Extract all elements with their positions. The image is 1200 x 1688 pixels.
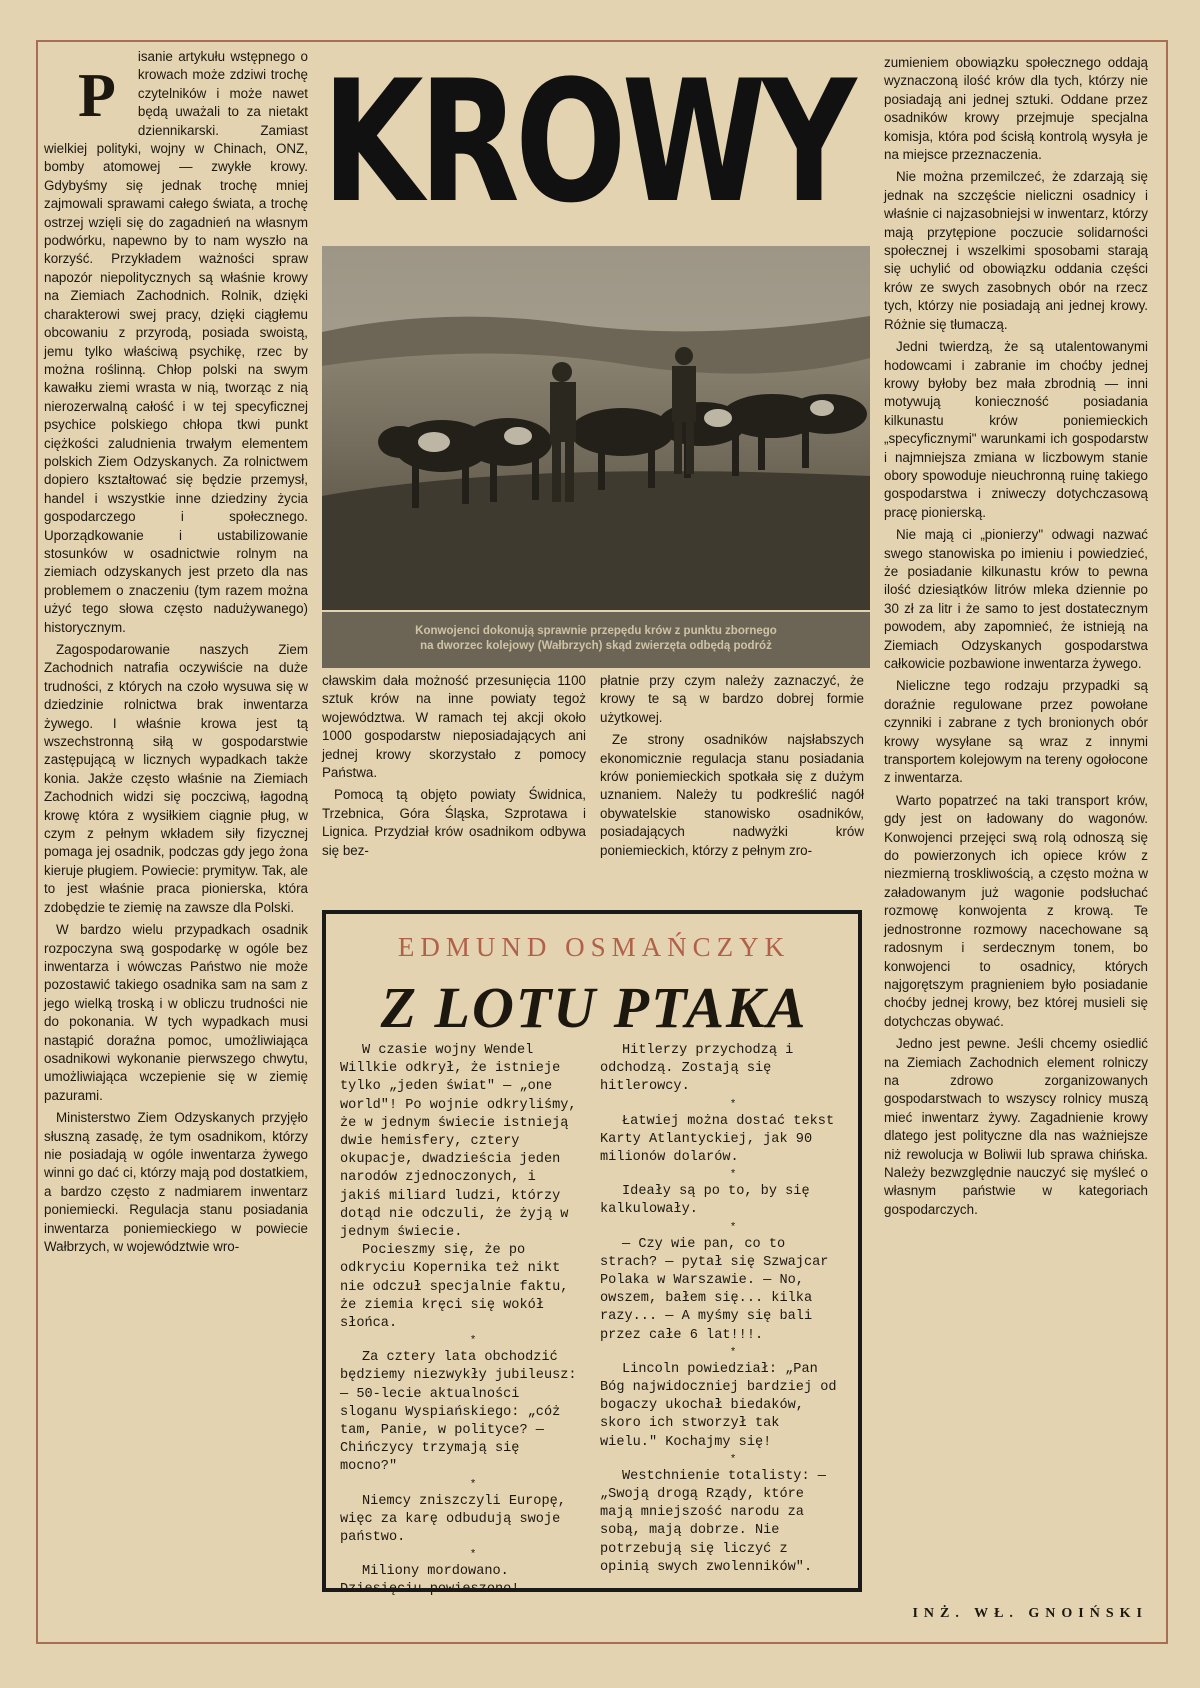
article-paragraph: Jedni twierdzą, że są utalentowanymi hodowcami i zabranie im choćby jednej krowy byłoby bez mała zbrodnią — inni motywują konieczność posiadania kilkunastu krów poniemieckich „specyficznymi" warunkami ich gospodarstw i najmniejsza zmiana w liczbowym stanie obory spowoduje nieuchronną ruinę takiego gospodarstwa i zniweczy dotychczasową pracę pionierską.: [884, 339, 1148, 520]
box-paragraph: Lincoln powiedział: „Pan Bóg najwidoczniej bardziej od bogaczy ukochał biedaków, skoro ich stworzył tak wielu." Kochajmy się!: [600, 1361, 837, 1450]
separator-star: *: [729, 1453, 737, 1466]
article-paragraph: P isanie artykułu wstępnego o krowach może zdziwi trochę czytelników i może nawet będą uważali to za nietakt dziennikarski. Zamiast wielkiej polityki, wojny w Chinach, ONZ, bomby atomowej — zwykłe krowy. Gdybyśmy się jednak trochę mniej zajmowali sprawami całego świata, a trochę ostrzej wzięli się do zagadnień na własnym podwórku, napewno by to nam wyszło na korzyść. Przykładem ważności spraw napozór niepolitycznych są właśnie krowy na Ziemiach Zachodnich. Rolnik, dzięki charakterowi swej pracy, dzięki ciągłemu obcowaniu z przyrodą, posiada swoistą, jemu tylko właściwą psychikę, rzec by można roślinną. Chłop polski na swym kawałku ziemi wrasta w nią, tworząc z nią nierozerwalną całość i w tej specyficznej psychice polskiego chłopa tkwi punkt ciężkości zaludnienia trwałym elementem polskich Ziem Odzyskanych. Za rolnictwem dopiero kształtować się będzie przemysł, handel i wszystkie inne dziedziny życia gospodarczego i społecznego. Uporządkowanie i ustabilizowanie stosunków w osadnictwie rolnym na ziemiach odzyskanych jest przeto dla nas problemem o znaczeniu (tym razem można użyć tego słowa często nadużywanego) historycznym.: [44, 49, 308, 635]
article-column-1: [44, 48, 308, 1260]
box-column-right: [600, 1042, 844, 1577]
box-title: Z LOTU PTAKA: [380, 975, 808, 1040]
box-paragraph: Za cztery lata obchodzić będziemy niezwykły jubileusz: — 50-lecie aktualności sloganu Wyspiańskiego: „cóż tam, Panie, w polityce? — Chińczycy trzymają się mocno?": [340, 1350, 577, 1475]
article-photo: [322, 246, 870, 610]
article-paragraph: zumieniem obowiązku społecznego oddają wyznaczoną ilość krów dla tych, którzy nie posiadają ani jednej sztuki. Oddane przez osadników krowy przejmuje specjalna komisja, która pod ścisłą kontrolą wysyła je na miejsce przeznaczenia.: [884, 55, 1148, 163]
box-paragraph: Pocieszmy się, że po odkryciu Kopernika też nikt nie odczuł specjalnie faktu, że ziemia kręci się wokół słońca.: [340, 1243, 569, 1332]
article-paragraph: Ze strony osadników najsłabszych ekonomicznie regulacja stanu posiadania krów poniemieckich spotkała się z dużym uznaniem. Należy tu podkreślić nagół obywatelskie stanowisko osadników, posiadających nadwyżki krów poniemieckich, którzy z pełnym zro-: [600, 732, 864, 858]
article-paragraph: Zagospodarowanie naszych Ziem Zachodnich natrafia oczywiście na duże trudności, z których na czoło wysuwa się w dziedzinie rolnictwa brak inwentarza żywego. I właśnie krowa jest tą wszechstronną siłą w gospodarstwie zastępującą w licznych wypadkach także konia. Jakże często właśnie na Ziemiach Zachodnich widzi się poczciwą, łagodną krowę która z wysiłkiem ciągnie pług, w czym z pełnym wkładem siły fizycznej pomaga jej osadnik, podczas gdy jego żona kieruje pługiem. Powiecie: prymityw. Tak, ale to jest właśnie praca pionierska, która zdobędzie te ziemię na zawsze dla Polski.: [44, 642, 308, 915]
article-paragraph: W bardzo wielu przypadkach osadnik rozpoczyna swą gospodarkę w ogóle bez inwentarza i wówczas Państwo nie może pozostawić takiego osadnika sam na sam z jego wielką troską i w obliczu trudności nie do pokonania. W tych wypadkach musi nastąpić doraźna pomoc, umożliwiająca osadnikowi wykonanie pierwszego chwytu, umożliwiająca wczepienie się w ziemię pazurami.: [44, 922, 308, 1103]
article-column-2: [322, 672, 586, 864]
separator-star: *: [469, 1549, 477, 1562]
photo-caption-line: Konwojenci dokonują sprawnie przepędu krów z punktu zbornego: [415, 625, 777, 637]
cows-photo-illustration: [322, 246, 870, 610]
separator-star: *: [469, 1478, 477, 1491]
separator-star: *: [469, 1335, 477, 1348]
box-author: EDMUND OSMAŃCZYK: [397, 932, 791, 962]
article-signature: INŻ. WŁ. GNOIŃSKI: [912, 1606, 1148, 1621]
article-paragraph: Ministerstwo Ziem Odzyskanych przyjęło słuszną zasadę, że tym osadnikom, którzy nie posiadają w ogóle inwentarza żywego winni go dać ci, którzy mają pod dostatkiem, a bardzo często z nadmiarem inwentarz poniemiecki. Regulacja stanu posiadania inwentarza poniemieckiego w powiecie Wałbrzych, w województwie wro-: [44, 1110, 308, 1254]
separator-star: *: [729, 1346, 737, 1359]
column-box: [322, 910, 862, 1598]
box-paragraph: — Czy wie pan, co to strach? — pytał się Szwajcar Polaka w Warszawie. — No, owszem, bałem się... kilka razy... — A myśmy się bali przez całe 6 lat!!!.: [600, 1236, 829, 1343]
box-paragraph: Westchnienie totalisty: — „Swoją drogą Rządy, które mają mniejszość narodu za sobą, mają dobrze. Nie potrzebują się liczyć z opinią swych zwolenników".: [600, 1468, 826, 1575]
photo-caption: [322, 612, 870, 668]
article-paragraph: cławskim dała możność przesunięcia 1100 sztuk krów na inne powiaty tegoż województwa. W ramach tej akcji około 1000 gospodarstw nieposiadających ani jednej krowy skorzystało z pomocy Państwa.: [322, 673, 586, 781]
article-paragraph: Nie mają ci „pionierzy" odwagi nazwać swego stanowiska po imieniu i powiedzieć, że posiadanie kilkunastu krów to pewna ilość dziesiątków litrów mleka dziennie po 30 zł za litr i że samo to jest dostatecznym powodem, aby zapomnieć, że istnieją na Ziemiach Odzyskanych gospodarstwa całkowicie pozbawione inwentarza żywego.: [884, 527, 1148, 671]
article-headline: KROWY: [322, 44, 852, 240]
article-paragraph: Nie można przemilczeć, że zdarzają się jednak na szczęście nieliczni osadnicy i właśnie ci najzasobniejsi w inwentarz, którzy mają przytępione poczucie solidarności społecznej i wszelkimi sposobami starają się uchylić od obowiązku oddania części krów ze swych zasobnych obór na rzecz tych, którzy nie posiadają ani jednej krowy. Różnie się tłumaczą.: [884, 169, 1148, 332]
article-column-3: [600, 672, 864, 864]
article-paragraph: Nieliczne tego rodzaju przypadki są doraźnie regulowane przez powołane czynniki i zabrane z tych bronionych obór krowy wysyłane są wraz z innymi transportem kolejowym na tereny ogołocone z inwentarza.: [884, 678, 1148, 786]
box-paragraph: Niemcy zniszczyli Europę, więc za karę odbudują swoje państwo.: [340, 1493, 566, 1546]
separator-star: *: [729, 1169, 737, 1182]
separator-star: *: [729, 1221, 737, 1234]
article-paragraph: płatnie przy czym należy zaznaczyć, że krowy te są w bardzo dobrej formie użytkowej.: [600, 673, 864, 725]
box-paragraph: Ideały są po to, by się kalkulowały.: [600, 1184, 810, 1218]
separator-star: *: [729, 1098, 737, 1111]
article-column-4: [884, 54, 1148, 1223]
article-paragraph: Jedno jest pewne. Jeśli chcemy osiedlić na Ziemiach Zachodnich element rolniczy na zdrowo zorganizowanych gospodarstwach to wszyscy rolnicy muszą mieć inwentarz żywy. Zagadnienie krowy dlatego jest polityczne dla nas ważniejsze niż rewolucja w Boliwii lub sprawa chińska. Należy bezwzględnie nauczyć się myśleć o własnym państwie w kategoriach gospodarczych.: [884, 1036, 1148, 1217]
article-paragraph: Warto popatrzeć na taki transport krów, gdy jest on ładowany do wagonów. Konwojenci przejęci swą rolą odnoszą się do powierzonych ich opiece krów z niezmierną troskliwością, a często można w załadowanym już wagonie podsłuchać rozmowę konwojenta z krową. Te jednostronne rozmowy nacechowane są radosnym i serdecznym tonem, bo konwojenci to osadnicy, których najgorętszym pragnieniem było posiadanie choćby jednej krowy, bez której musieli się dotychczas obywać.: [884, 792, 1148, 1029]
box-paragraph: W czasie wojny Wendel Willkie odkrył, że istnieje tylko „jeden świat" — „one world"! Po wojnie odkryliśmy, że w jednym świecie istnieją dwie hemisfery, cztery okupacje, dwadzieścia jeden narodów zjednoczonych, i jakiś miliard ludzi, którzy dotąd nie odczuli, że żyją w jednym świecie.: [340, 1043, 577, 1241]
box-paragraph: Hitlerzy przychodzą i odchodzą. Zostają się hitlerowcy.: [600, 1043, 794, 1095]
box-paragraph: Łatwiej można dostać tekst Karty Atlantyckiej, jak 90 milionów dolarów.: [600, 1113, 835, 1166]
drop-cap: P: [78, 62, 116, 130]
photo-caption-line: na dworzec kolejowy (Wałbrzych) skąd zwierzęta odbędą podróż: [420, 640, 772, 652]
box-paragraph: Miliony mordowano. Dziesięciu powieszono!: [340, 1564, 520, 1598]
box-column-left: [340, 1042, 584, 1600]
article-paragraph: Pomocą tą objęto powiaty Świdnica, Trzebnica, Góra Śląska, Szprotawa i Lignica. Przydział krów osadnikom odbywa się bez-: [322, 787, 586, 858]
